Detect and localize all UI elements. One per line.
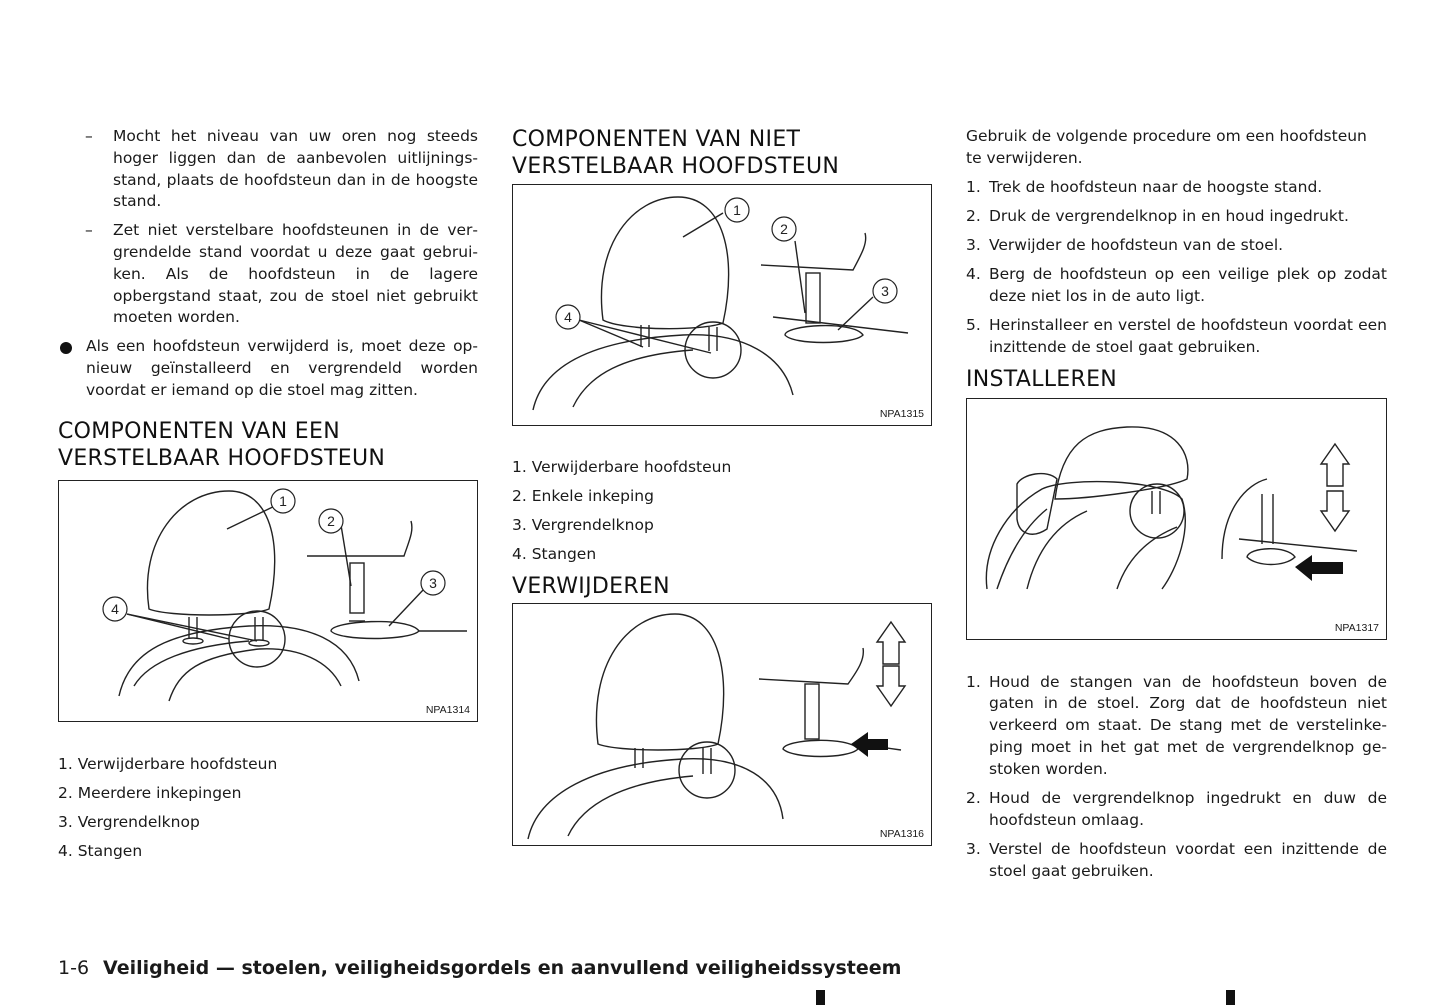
component-list [58,754,478,863]
dash-marker: – [85,221,93,240]
step-text: Herinstalleer en verstel de hoofdsteun voordat een inzittende de stoel gaat gebruiken. [989,315,1387,356]
callout-2: 2 [780,221,788,237]
step-number: 2. [966,206,981,225]
remove-illustration [513,604,933,847]
step-item [966,206,1387,228]
step-number: 3. [966,235,981,254]
figure-remove-headrest [512,603,932,846]
dash-item-text: Mocht het niveau van uw oren nog steeds hoger liggen dan de aanbevolen uitlijningsstand, plaats de hoofdsteun dan in de hoogste stand. [113,127,478,211]
step-item [966,788,1387,832]
figure-install-headrest [966,398,1387,640]
figure-adjustable-headrest [58,480,478,722]
callout-1: 1 [279,492,287,509]
figure-fixed-headrest [512,184,932,426]
headrest-illustration [59,481,479,723]
headrest-illustration [513,185,933,427]
component-list [512,457,932,566]
section-heading-install: INSTALLEREN [966,366,1118,392]
list-item: 2. Meerdere inkepingen [58,783,242,802]
section-heading-fixed [512,126,932,180]
dash-item-text: Zet niet verstelbare hoofdsteunen in de vergrendelde stand voordat u deze gaat gebruiken. Als de hoofdsteun in de lagere opbergstand staat, zou de stoel niet gebruikt moeten worden. [113,221,478,327]
step-number: 4. [966,264,981,283]
figure-label: NPA1315 [879,408,924,420]
section-heading-adjustable [58,418,478,472]
list-item: 1. Verwijderbare hoofdsteun [512,458,732,476]
page-footer [58,957,901,979]
callout-4: 4 [564,309,572,325]
step-item [966,235,1387,257]
step-text: Houd de vergrendelknop ingedrukt en duw de hoofdsteun omlaag. [989,788,1387,829]
dash-item [58,126,478,213]
heading-line: COMPONENTEN VAN NIET [512,127,801,152]
crop-mark [1226,990,1235,1005]
callout-3: 3 [429,574,437,591]
remove-intro: Gebruik de volgende procedure om een hoofdsteun te verwijderen. [966,127,1367,167]
step-text: Houd de stangen van de hoofdsteun boven de gaten in de stoel. Zorg dat de hoofdsteun niet verkeerd om staat. De stang met de verstelinkeping moet in het gat met de vergrendelknop gestoken worden. [989,672,1387,778]
step-text: Berg de hoofdsteun op een veilige plek op zodat deze niet los in de auto ligt. [989,264,1387,305]
column-middle [512,126,932,846]
step-number: 2. [966,788,981,807]
heading-line: VERSTELBAAR HOOFDSTEUN [512,154,840,179]
list-item: 3. Vergrendelknop [58,812,200,831]
callout-4: 4 [111,600,119,617]
callout-3: 3 [881,283,889,299]
bullet-item-text: Als een hoofdsteun verwijderd is, moet deze opnieuw geïnstalleerd en vergrendeld worden voordat er iemand op die stoel mag zitten. [86,337,478,399]
step-item [966,177,1387,199]
section-heading-remove: VERWIJDEREN [512,574,670,600]
page-number: 1-6 [58,957,90,979]
step-number: 1. [966,177,981,196]
install-illustration [967,399,1388,641]
figure-label: NPA1314 [425,703,470,716]
list-item: 4. Stangen [512,545,597,564]
list-item: 3. Vergrendelknop [512,516,654,535]
dash-item [58,220,478,329]
step-item [966,264,1387,308]
dash-marker: – [85,127,93,145]
step-number: 5. [966,315,981,334]
step-number: 3. [966,839,981,858]
callout-2: 2 [327,512,335,529]
list-item: 4. Stangen [58,841,143,860]
bullet-dot-icon [60,342,72,354]
figure-label: NPA1316 [879,828,924,841]
column-left [58,126,478,870]
step-text: Verwijder de hoofdsteun van de stoel. [989,235,1284,254]
step-text: Druk de vergrendelknop in en houd ingedrukt. [989,206,1349,225]
list-item: 1. Verwijderbare hoofdsteun [58,754,278,773]
step-number: 1. [966,672,981,691]
step-item [966,672,1387,781]
column-right [966,126,1387,890]
figure-label: NPA1317 [1334,621,1379,634]
remove-steps [966,177,1387,359]
bullet-item [58,336,478,401]
list-item: 2. Enkele inkeping [512,487,654,506]
callout-1: 1 [733,202,741,218]
heading-line: VERSTELBAAR HOOFDSTEUN [58,445,386,471]
step-item [966,315,1387,359]
step-item [966,839,1387,883]
chapter-title: Veiligheid — stoelen, veiligheidsgordels en aanvullend veiligheidssysteem [103,957,902,979]
install-steps [966,672,1387,883]
step-text: Verstel de hoofdsteun voordat een inzittende de stoel gaat gebruiken. [989,839,1387,880]
heading-line: COMPONENTEN VAN EEN [58,418,340,444]
step-text: Trek de hoofdsteun naar de hoogste stand. [989,177,1323,196]
crop-mark [816,990,825,1005]
